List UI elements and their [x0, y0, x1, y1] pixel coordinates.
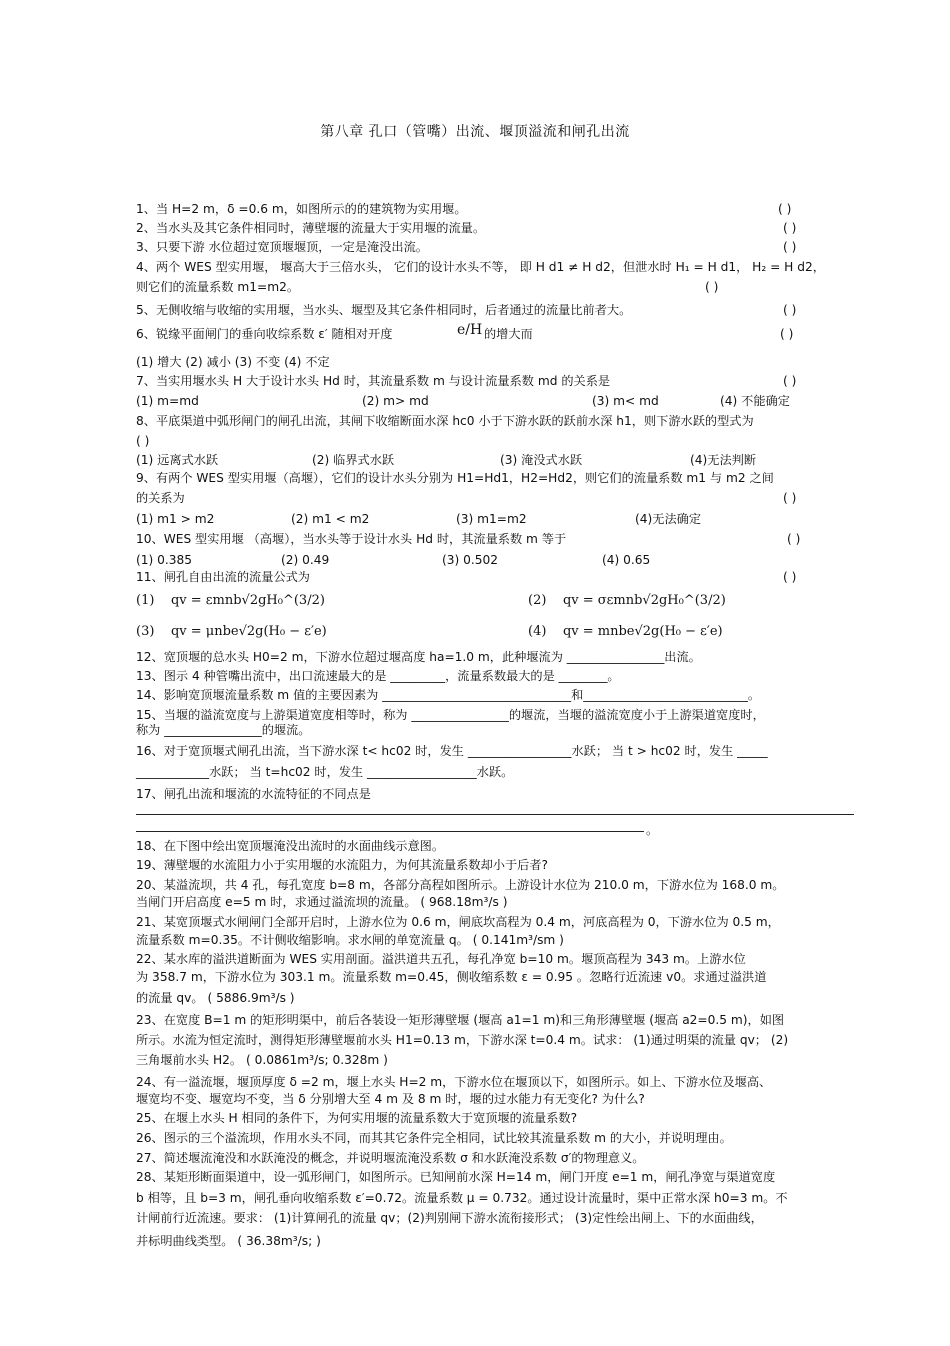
text-line: 19、薄壁堰的水流阻力小于实用堰的水流阻力，为何其流量系数却小于后者?	[136, 858, 548, 872]
text-line: 5、无侧收缩与收缩的实用堰，当水头、堰型及其它条件相同时，后者通过的流量比前者大。	[136, 303, 632, 317]
text-line: (1) 远离式水跃	[136, 453, 219, 467]
text-line: 计闸前行近流速。要求： (1)计算闸孔的流量 qv；(2)判别闸下游水流衔接形式； (3)定性绘出闸上、下的水面曲线，	[136, 1211, 763, 1225]
text-line: 则它们的流量系数 m1=m2。	[136, 280, 300, 294]
q6-tail-text: 的增大而	[484, 327, 533, 341]
text-line: 堰宽均不变、堰宽均不变，当 δ 分别增大至 4 m 及 8 m 时，堰的过水能力有无变化? 为什么?	[136, 1092, 645, 1106]
text-line: 9、有两个 WES 型实用堰（高堰），它们的设计水头分别为 H1=Hd1，H2=Hd2，则它们的流量系数 m1 与 m2 之间	[136, 471, 774, 485]
text-line: 17、闸孔出流和堰流的水流特征的不同点是	[136, 787, 371, 801]
text-line: 27、简述堰流淹没和水跃淹没的概念，并说明堰流淹没系数 σ 和水跃淹没系数 σ′的物理意义。	[136, 1151, 645, 1165]
text-line: 流量系数 m=0.35。不计侧收缩影响。求水闸的单宽流量 q。 ( 0.141m³/sm )	[136, 933, 564, 947]
page-title: 第八章 孔口（管嘴）出流、堰顶溢流和闸孔出流	[320, 124, 630, 140]
answer-bracket: ( )	[705, 280, 719, 294]
text-line: 12、宽顶堰的总水头 H0=2 m，下游水位超过堰高度 ha=1.0 m，此种堰流为 ________________出流。	[136, 650, 701, 664]
text-line: 1、当 H=2 m，δ =0.6 m，如图所示的的建筑物为实用堰。	[136, 202, 467, 216]
answer-bracket: ( )	[778, 202, 792, 216]
text-line: (1) 0.385	[136, 553, 193, 567]
text-line: (1) m1 > m2	[136, 512, 215, 526]
q8-option-3: (3) 淹没式水跃	[500, 453, 583, 467]
text-line: 13、图示 4 种管嘴出流中，出口流速最大的是 _________，流量系数最大的是 ________。	[136, 669, 620, 683]
text-line: 15、当堰的溢流宽度与上游渠道宽度相等时，称为 ________________的堰流，当堰的溢流宽度小于上游渠道宽度时，	[136, 708, 765, 722]
text-line: 2、当水头及其它条件相同时，薄壁堰的流量大于实用堰的流量。	[136, 221, 486, 235]
q17-answer-line-2	[136, 831, 644, 832]
answer-bracket: ( )	[783, 570, 797, 584]
text-line: 的关系为	[136, 491, 185, 505]
text-line: 4、两个 WES 型实用堰， 堰高大于三倍水头， 它们的设计水头不等， 即 H d1 ≠ H d2，但泄水时 H₁ = H d1， H₂ = H d2，	[136, 260, 825, 274]
q7-option-1: (1) m=md	[136, 394, 199, 408]
answer-bracket: ( )	[783, 374, 797, 388]
text-line: 6、锐缘平面闸门的垂向收综系数 ε′ 随相对开度	[136, 327, 393, 341]
text-line: 28、某矩形断面渠道中，设一弧形闸门，如图所示。已知闸前水深 H=14 m，闸门开度 e=1 m，闸孔净宽与渠道宽度	[136, 1170, 776, 1184]
text-line: 20、某溢流坝，共 4 孔，每孔宽度 b=8 m，各部分高程如图所示。上游设计水位为 210.0 m，下游水位为 168.0 m。	[136, 878, 785, 892]
text-line: ( )	[136, 434, 150, 448]
text-line: 3、只要下游 水位超过宽顶堰堰顶，一定是淹没出流。	[136, 240, 428, 254]
answer-bracket: ( )	[780, 327, 794, 341]
text-line: 的流量 qv。 ( 5886.9m³/s )	[136, 991, 295, 1005]
text-line: 并标明曲线类型。 ( 36.38m³/s; )	[136, 1234, 321, 1248]
answer-bracket: ( )	[783, 491, 797, 505]
text-line: ____________水跃； 当 t=hc02 时，发生 __________________水跃。	[136, 765, 514, 779]
relative-opening-fraction: e/H	[457, 322, 483, 338]
formula-option-4: (4) qv = mnbe√2g(H₀ − ε′e)	[528, 624, 723, 639]
text-line: 22、某水库的溢洪道断面为 WES 实用剖面。溢洪道共五孔，每孔净宽 b=10 m。堰顶高程为 343 m。上游水位	[136, 952, 746, 966]
text-line: 23、在宽度 B=1 m 的矩形明渠中，前后各装设一矩形薄壁堰 (堰高 a1=1 m)和三角形薄壁堰 (堰高 a2=0.5 m)，如图	[136, 1013, 785, 1027]
text-line: 当闸门开启高度 e=5 m 时，求通过溢流坝的流量。 ( 968.18m³/s )	[136, 895, 508, 909]
answer-bracket: ( )	[783, 221, 797, 235]
formula-option-3: (3) qv = μnbe√2g(H₀ − ε′e)	[136, 624, 327, 639]
q8-option-4: (4)无法判断	[690, 453, 757, 467]
text-line: 7、当实用堰水头 H 大于设计水头 Hd 时，其流量系数 m 与设计流量系数 md 的关系是	[136, 374, 611, 388]
q6-fraction	[457, 322, 482, 338]
q10-option-3: (3) 0.502	[442, 553, 499, 567]
text-line: 11、闸孔自由出流的流量公式为	[136, 570, 310, 584]
q10-option-4: (4) 0.65	[602, 553, 651, 567]
q17-period: 。	[646, 823, 659, 837]
q9-option-2: (2) m1 < m2	[291, 512, 370, 526]
text-line: 16、对于宽顶堰式闸孔出流，当下游水深 t< hc02 时，发生 _________________水跃； 当 t > hc02 时，发生 _____	[136, 744, 768, 758]
q8-option-2: (2) 临界式水跃	[312, 453, 395, 467]
text-line: 24、有一溢流堰，堰顶厚度 δ =2 m，堰上水头 H=2 m，下游水位在堰顶以下，如图所示。如上、下游水位及堰高、	[136, 1075, 772, 1089]
q7-option-3: (3) m< md	[592, 394, 659, 408]
q10-option-2: (2) 0.49	[281, 553, 330, 567]
text-line: 25、在堰上水头 H 相同的条件下，为何实用堰的流量系数大于宽顶堰的流量系数?	[136, 1111, 578, 1125]
q7-option-2: (2) m> md	[362, 394, 429, 408]
text-line: 14、影响宽顶堰流量系数 m 值的主要因素为 _______________________________和___________________________。	[136, 688, 761, 702]
q9-option-4: (4)无法确定	[635, 512, 702, 526]
text-line: 26、图示的三个溢流坝，作用水头不同，而其其它条件完全相同，试比较其流量系数 m 的大小，并说明理由。	[136, 1131, 732, 1145]
text-line: 10、WES 型实用堰 （高堰），当水头等于设计水头 Hd 时，其流量系数 m 等于	[136, 532, 567, 546]
q17-answer-line-1	[136, 814, 854, 815]
q7-option-4: (4) 不能确定	[720, 394, 790, 408]
text-line: 为 358.7 m，下游水位为 303.1 m。流量系数 m=0.45，侧收缩系数 ε = 0.95 。忽略行近流速 v0。求通过溢洪道	[136, 970, 767, 984]
text-line: 称为 ________________的堰流。	[136, 723, 311, 737]
formula-option-2: (2) qv = σεmnb√2gH₀^(3/2)	[528, 593, 726, 608]
answer-bracket: ( )	[787, 532, 801, 546]
formula-option-1: (1) qv = εmnb√2gH₀^(3/2)	[136, 593, 325, 608]
text-line: 8、平底渠道中弧形闸门的闸孔出流，其闸下收缩断面水深 hc0 小于下游水跃的跃前水深 h1，则下游水跃的型式为	[136, 414, 754, 428]
text-line: (1) 增大 (2) 减小 (3) 不变 (4) 不定	[136, 355, 330, 369]
text-line: 18、在下图中绘出宽顶堰淹没出流时的水面曲线示意图。	[136, 839, 445, 853]
text-line: 21、某宽顶堰式水闸闸门全部开启时，上游水位为 0.6 m，闸底坎高程为 0.4 m，河底高程为 0，下游水位为 0.5 m，	[136, 915, 780, 929]
text-line: b 相等，且 b=3 m，闸孔垂向收缩系数 ε′=0.72。流量系数 μ = 0.732。通过设计流量时，渠中正常水深 h0=3 m。不	[136, 1191, 788, 1205]
text-line: 三角堰前水头 H2。 ( 0.0861m³/s; 0.328m )	[136, 1053, 388, 1067]
answer-bracket: ( )	[783, 240, 797, 254]
answer-bracket: ( )	[783, 303, 797, 317]
text-line: 所示。水流为恒定流时，测得矩形薄壁堰前水头 H1=0.13 m，下游水深 t=0.4 m。试求： (1)通过明渠的流量 qv； (2)	[136, 1033, 789, 1047]
q9-option-3: (3) m1=m2	[456, 512, 527, 526]
